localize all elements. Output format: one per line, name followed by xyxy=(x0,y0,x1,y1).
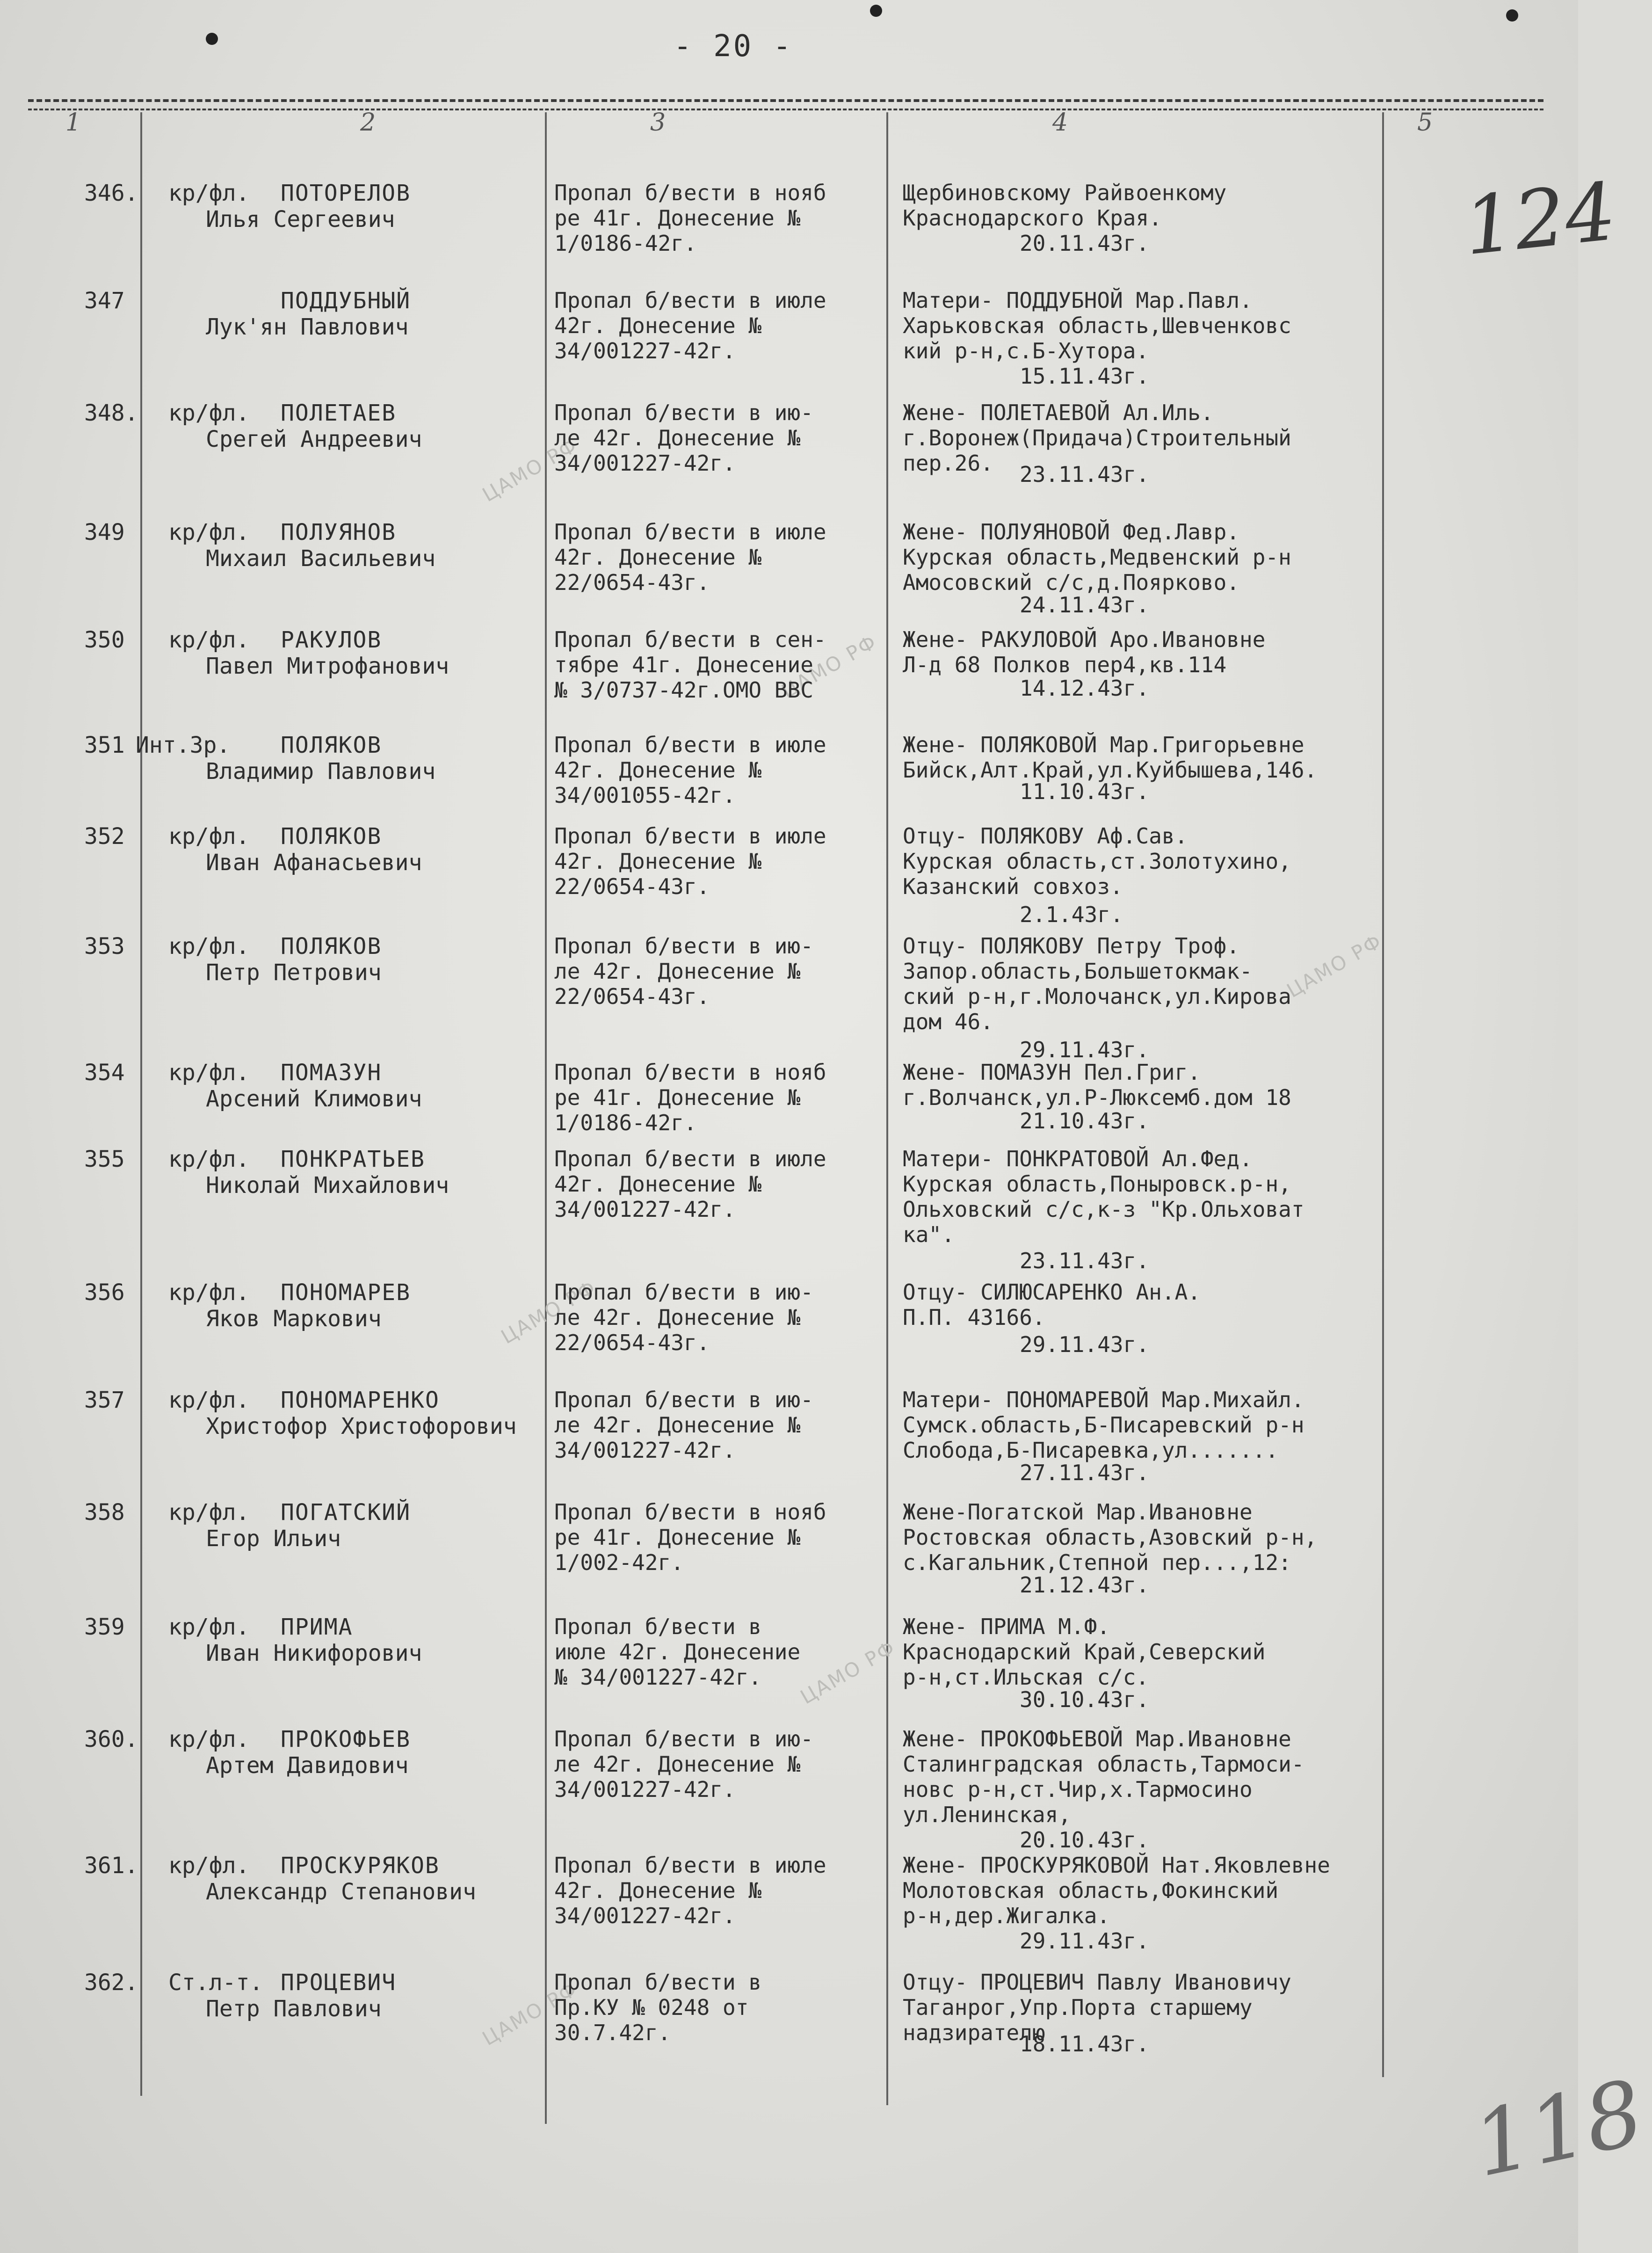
entry-rank: кр/фл. xyxy=(168,400,250,426)
entry-date: 27.11.43г. xyxy=(1020,1460,1149,1485)
entry-next-of-kin: Жене- ПОЛУЯНОВОЙ Фед.Лавр. Курская область,Медвенский р-н Амосовский с/с,д.Поярково. xyxy=(903,519,1291,595)
entry-number: 358 xyxy=(84,1499,125,1526)
entry-missing-info: Пропал б/вести в ию- ле 42г. Донесение № 34/001227-42г. xyxy=(554,1387,813,1463)
page-number: - 20 - xyxy=(674,29,793,64)
entry-surname: ПОЛЕТАЕВ xyxy=(281,400,397,426)
column-number-2: 2 xyxy=(360,109,376,137)
entry-next-of-kin: Отцу- СИЛЮСАРЕНКО Ан.А. П.П. 43166. xyxy=(903,1279,1201,1330)
entry-next-of-kin: Жене- ПОЛЯКОВОЙ Мар.Григорьевне Бийск,Алт.Край,ул.Куйбышева,146. xyxy=(903,732,1318,783)
entry-given-name: Иван Афанасьевич xyxy=(206,850,422,876)
handwritten-mark-bottom: 118 xyxy=(1464,2060,1652,2197)
entry-given-name: Владимир Павлович xyxy=(206,758,436,785)
entry-rank: Ст.л-т. xyxy=(168,1970,263,1996)
entry-date: 20.10.43г. xyxy=(1020,1827,1149,1853)
entry-number: 351 xyxy=(84,732,125,758)
entry-surname: ПОЛЯКОВ xyxy=(281,823,382,850)
entry-date: 15.11.43г. xyxy=(1020,363,1149,389)
entry-number: 348. xyxy=(84,400,138,426)
column-number-1: 1 xyxy=(65,109,81,137)
entry-given-name: Михаил Васильевич xyxy=(206,545,436,572)
watermark: ЦАМО РФ xyxy=(777,630,881,703)
entry-date: 29.11.43г. xyxy=(1020,1928,1149,1954)
entry-surname: ПРОСКУРЯКОВ xyxy=(281,1853,440,1879)
entry-missing-info: Пропал б/вести в ию- ле 42г. Донесение № 22/0654-43г. xyxy=(554,1279,813,1355)
entry-date: 20.11.43г. xyxy=(1020,231,1149,256)
entry-date: 14.12.43г. xyxy=(1020,676,1149,701)
entry-number: 349 xyxy=(84,519,125,545)
entry-number: 354 xyxy=(84,1060,125,1086)
entry-given-name: Срегей Андреевич xyxy=(206,426,422,452)
entry-given-name: Егор Ильич xyxy=(206,1526,341,1552)
entry-rank: Инт.3р. xyxy=(136,732,231,758)
entry-date: 23.11.43г. xyxy=(1020,1248,1149,1273)
entry-rank: кр/фл. xyxy=(168,1387,250,1413)
column-divider-3 xyxy=(886,112,888,2105)
entry-rank: кр/фл. xyxy=(168,1726,250,1752)
entry-next-of-kin: Жене-Погатской Мар.Ивановне Ростовская область,Азовский р-н, с.Кагальник,Степной пер...,12: xyxy=(903,1499,1318,1575)
entry-surname: ПОГАТСКИЙ xyxy=(281,1499,411,1526)
column-number-3: 3 xyxy=(650,109,666,137)
entry-given-name: Петр Петрович xyxy=(206,959,382,986)
entry-surname: ПРОЦЕВИЧ xyxy=(281,1970,397,1996)
entry-next-of-kin: Жене- ПОМАЗУН Пел.Григ. г.Волчанск,ул.Р-Люксемб.дом 18 xyxy=(903,1060,1291,1110)
entry-given-name: Арсений Климович xyxy=(206,1086,422,1112)
entry-missing-info: Пропал б/вести в ию- ле 42г. Донесение № 34/001227-42г. xyxy=(554,1726,813,1802)
watermark: ЦАМО РФ xyxy=(478,1977,582,2050)
entry-given-name: Лук'ян Павлович xyxy=(206,314,409,340)
entry-next-of-kin: Жене- ПРОСКУРЯКОВОЙ Нат.Яковлевне Молотовская область,Фокинский р-н,дер.Жигалка. xyxy=(903,1853,1330,1928)
column-number-4: 4 xyxy=(1052,109,1068,137)
column-number-5: 5 xyxy=(1417,109,1433,137)
entry-next-of-kin: Матери- ПОДДУБНОЙ Мар.Павл. Харьковская область,Шевченковс кий р-н,с.Б-Хутора. xyxy=(903,288,1291,363)
entry-given-name: Николай Михайлович xyxy=(206,1172,449,1199)
watermark: ЦАМО РФ xyxy=(796,1635,900,1709)
entry-missing-info: Пропал б/вести в июле 42г. Донесение № 34/001227-42г. xyxy=(554,288,826,363)
punch-mark xyxy=(1506,9,1518,22)
entry-surname: ПРОКОФЬЕВ xyxy=(281,1726,411,1752)
watermark: ЦАМО РФ xyxy=(1282,929,1386,1003)
header-rule-secondary xyxy=(28,109,1543,110)
entry-missing-info: Пропал б/вести в июле 42г. Донесение № 34/001227-42г. xyxy=(554,1146,826,1222)
entry-number: 353 xyxy=(84,933,125,959)
column-divider-1 xyxy=(140,112,142,2096)
entry-given-name: Александр Степанович xyxy=(206,1879,476,1905)
entry-number: 357 xyxy=(84,1387,125,1413)
entry-number: 356 xyxy=(84,1279,125,1306)
entry-missing-info: Пропал б/вести в нояб ре 41г. Донесение № 1/002-42г. xyxy=(554,1499,826,1575)
entry-date: 23.11.43г. xyxy=(1020,462,1149,487)
entry-date: 11.10.43г. xyxy=(1020,779,1149,804)
entry-given-name: Павел Митрофанович xyxy=(206,653,449,679)
entry-next-of-kin: Жене- ПОЛЕТАЕВОЙ Ал.Иль. г.Воронеж(Придача)Строительный пер.26. xyxy=(903,400,1291,476)
entry-rank: кр/фл. xyxy=(168,933,250,959)
entry-surname: ПОЛЯКОВ xyxy=(281,933,382,959)
entry-surname: ПОТОРЕЛОВ xyxy=(281,180,411,206)
entry-date: 21.12.43г. xyxy=(1020,1572,1149,1598)
entry-next-of-kin: Отцу- ПРОЦЕВИЧ Павлу Ивановичу Таганрог,Упр.Порта старшему надзирателю xyxy=(903,1970,1291,2045)
entry-number: 355 xyxy=(84,1146,125,1172)
entry-surname: ПОНОМАРЕНКО xyxy=(281,1387,440,1413)
entry-next-of-kin: Жене- РАКУЛОВОЙ Аро.Ивановне Л-д 68 Полков пер4,кв.114 xyxy=(903,627,1266,677)
entry-number: 352 xyxy=(84,823,125,850)
entry-missing-info: Пропал б/вести в июле 42г. Донесение № 34/001227-42г. xyxy=(554,1614,801,1690)
entry-surname: ПОЛУЯНОВ xyxy=(281,519,397,545)
entry-date: 21.10.43г. xyxy=(1020,1108,1149,1134)
entry-rank: кр/фл. xyxy=(168,1614,250,1640)
entry-next-of-kin: Отцу- ПОЛЯКОВУ Петру Троф. Запор.область,Большетокмак- ский р-н,г.Молочанск,ул.Кирова дом 46. xyxy=(903,933,1291,1034)
entry-date: 29.11.43г. xyxy=(1020,1332,1149,1357)
entry-number: 361. xyxy=(84,1853,138,1879)
entry-surname: ПОЛЯКОВ xyxy=(281,732,382,758)
entry-surname: ПОНКРАТЬЕВ xyxy=(281,1146,425,1172)
entry-surname: ПРИМА xyxy=(281,1614,353,1640)
entry-missing-info: Пропал б/вести в Пр.КУ № 0248 от 30.7.42г. xyxy=(554,1970,762,2045)
entry-number: 347 xyxy=(84,288,125,314)
entry-rank: кр/фл. xyxy=(168,1853,250,1879)
entry-given-name: Иван Никифорович xyxy=(206,1640,422,1666)
watermark: ЦАМО РФ xyxy=(478,433,582,507)
entry-given-name: Христофор Христофорович xyxy=(206,1413,517,1439)
entry-surname: ПОМАЗУН xyxy=(281,1060,382,1086)
entry-missing-info: Пропал б/вести в нояб ре 41г. Донесение № 1/0186-42г. xyxy=(554,180,826,256)
entry-rank: кр/фл. xyxy=(168,1060,250,1086)
entry-rank: кр/фл. xyxy=(168,180,250,206)
column-divider-2 xyxy=(545,112,547,2124)
entry-next-of-kin: Отцу- ПОЛЯКОВУ Аф.Сав. Курская область,ст.Золотухино, Казанский совхоз. xyxy=(903,823,1291,899)
entry-missing-info: Пропал б/вести в июле 42г. Донесение № 34/001227-42г. xyxy=(554,1853,826,1928)
entry-rank: кр/фл. xyxy=(168,823,250,850)
entry-number: 359 xyxy=(84,1614,125,1640)
entry-given-name: Яков Маркович xyxy=(206,1306,382,1332)
entry-number: 346. xyxy=(84,180,138,206)
entry-next-of-kin: Матери- ПОНОМАРЕВОЙ Мар.Михайл. Сумск.область,Б-Писаревский р-н Слобода,Б-Писаревка,ул....... xyxy=(903,1387,1304,1463)
entry-number: 350 xyxy=(84,627,125,653)
entry-surname: РАКУЛОВ xyxy=(281,627,382,653)
entry-date: 2.1.43г. xyxy=(1020,902,1123,927)
entry-missing-info: Пропал б/вести в нояб ре 41г. Донесение № 1/0186-42г. xyxy=(554,1060,826,1135)
entry-given-name: Артем Давидович xyxy=(206,1752,409,1779)
entry-date: 29.11.43г. xyxy=(1020,1037,1149,1062)
entry-surname: ПОДДУБНЫЙ xyxy=(281,288,411,314)
entry-rank: кр/фл. xyxy=(168,1146,250,1172)
entry-missing-info: Пропал б/вести в ию- ле 42г. Донесение № 34/001227-42г. xyxy=(554,400,813,476)
entry-given-name: Илья Сергеевич xyxy=(206,206,395,233)
entry-next-of-kin: Щербиновскому Райвоенкому Краснодарского Края. xyxy=(903,180,1227,231)
entry-missing-info: Пропал б/вести в июле 42г. Донесение № 22/0654-43г. xyxy=(554,823,826,899)
entry-rank: кр/фл. xyxy=(168,1499,250,1526)
entry-surname: ПОНОМАРЕВ xyxy=(281,1279,411,1306)
entry-date: 24.11.43г. xyxy=(1020,592,1149,618)
header-rule xyxy=(28,99,1543,102)
entry-given-name: Петр Павлович xyxy=(206,1996,382,2022)
entry-number: 362. xyxy=(84,1970,138,1996)
entry-rank: кр/фл. xyxy=(168,519,250,545)
entry-missing-info: Пропал б/вести в ию- ле 42г. Донесение № 22/0654-43г. xyxy=(554,933,813,1009)
entry-next-of-kin: Матери- ПОНКРАТОВОЙ Ал.Фед. Курская область,Поныровск.р-н, Ольховский с/с,к-з "Кр.Ольховат ка". xyxy=(903,1146,1304,1247)
entry-missing-info: Пропал б/вести в июле 42г. Донесение № 34/001055-42г. xyxy=(554,732,826,808)
entry-number: 360. xyxy=(84,1726,138,1752)
handwritten-sheet-number: 124 xyxy=(1459,165,1620,274)
entry-next-of-kin: Жене- ПРОКОФЬЕВОЙ Мар.Ивановне Сталинградская область,Тармоси- новс р-н,ст.Чир,х.Тармосино ул.Ленинская, xyxy=(903,1726,1304,1827)
watermark: ЦАМО РФ xyxy=(497,1275,601,1349)
entry-missing-info: Пропал б/вести в сен- тябре 41г. Донесение № 3/0737-42г.ОМО ВВС xyxy=(554,627,826,703)
punch-mark xyxy=(206,33,218,45)
entry-date: 30.10.43г. xyxy=(1020,1687,1149,1712)
entry-rank: кр/фл. xyxy=(168,627,250,653)
entry-rank: кр/фл. xyxy=(168,1279,250,1306)
entry-next-of-kin: Жене- ПРИМА М.Ф. Краснодарский Край,Северский р-н,ст.Ильская с/с. xyxy=(903,1614,1266,1690)
entry-date: 18.11.43г. xyxy=(1020,2031,1149,2057)
punch-mark xyxy=(870,5,882,17)
entry-missing-info: Пропал б/вести в июле 42г. Донесение № 22/0654-43г. xyxy=(554,519,826,595)
